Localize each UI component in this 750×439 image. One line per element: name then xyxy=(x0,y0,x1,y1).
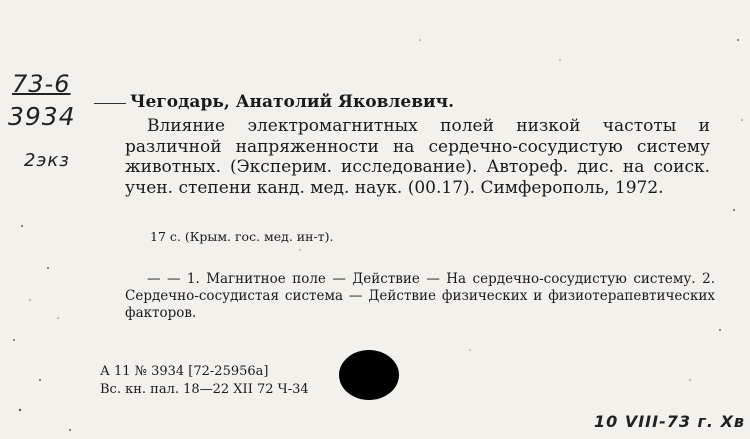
connector-line xyxy=(94,103,126,104)
handwritten-accession-number: 3934 xyxy=(8,102,76,131)
author-heading: Чегодарь, Анатолий Яковлевич. xyxy=(130,92,455,112)
imprint-line-2: Вс. кн. пал. 18—22 XII 72 Ч-34 xyxy=(100,382,309,397)
punch-hole xyxy=(339,350,399,400)
handwritten-copies-note: 2экз xyxy=(24,150,70,171)
imprint-line-1: А 11 № 3934 [72-25956а] xyxy=(100,364,269,379)
handwritten-date-note: 10 VIII-73 г. Хв xyxy=(594,412,746,431)
card-imprint xyxy=(100,363,309,399)
subject-tracing: — — 1. Магнитное поле — Действие — На сердечно-сосудистую систему. 2. Сердечно-сосудистая система — Действие физических и физиотерапевтических факторов. xyxy=(125,271,715,321)
title-description: Влияние электромагнитных полей низкой частоты и различной напряженности на сердечно-сосудистую систему животных. (Эксперим. исследование). Автореф. дис. на соиск. учен. степени канд. мед. наук. (00.17). Симферополь, 1972. xyxy=(125,116,710,198)
pagination-line: 17 с. (Крым. гос. мед. ин-т). xyxy=(150,229,334,244)
handwritten-call-number: 73-6 xyxy=(12,70,71,98)
